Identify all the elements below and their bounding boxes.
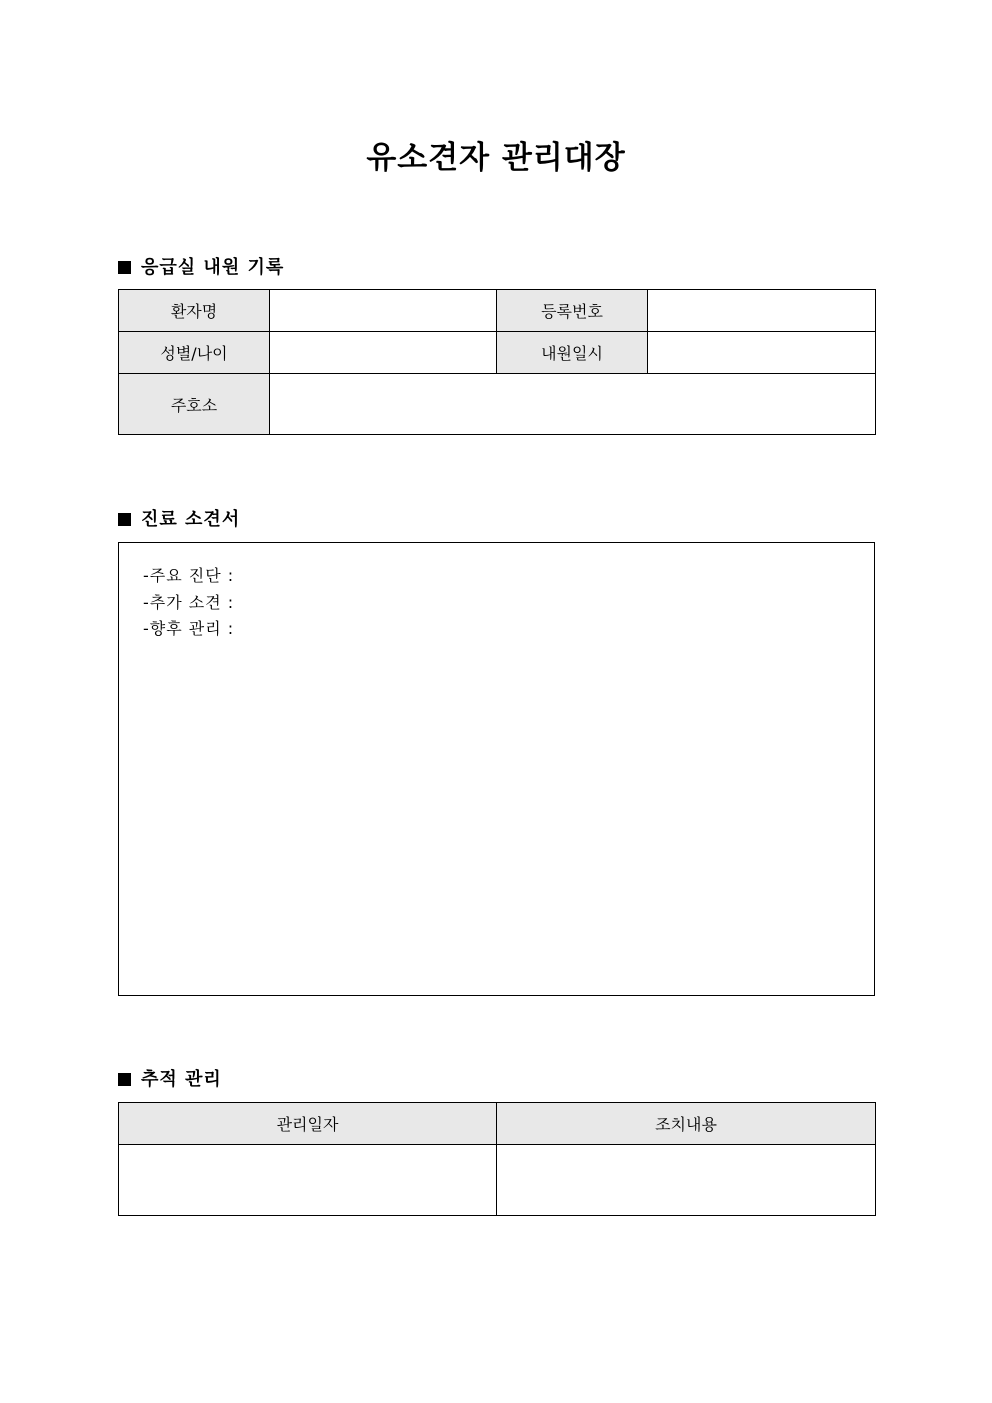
square-bullet-icon: [118, 513, 131, 526]
future-management-line: -향후 관리 :: [143, 619, 235, 638]
er-visit-table: [118, 289, 876, 435]
additional-finding-line: -추가 소견 :: [143, 592, 235, 612]
visit-datetime-field[interactable]: [648, 332, 876, 374]
document-title: 유소견자 관리대장: [366, 140, 626, 176]
address-field[interactable]: [270, 374, 876, 435]
address-label: 주호소: [119, 374, 270, 435]
section-heading-text: 진료 소견서: [141, 509, 241, 530]
sex-age-field[interactable]: [270, 332, 497, 374]
table-row: [119, 1145, 876, 1216]
section-heading-tracking: [118, 1065, 222, 1091]
column-header-management-date: 관리일자: [119, 1103, 497, 1145]
table-header-row: [119, 1103, 876, 1145]
main-diagnosis-line: -주요 진단 :: [143, 566, 235, 585]
square-bullet-icon: [118, 261, 131, 274]
column-header-action-taken: 조치내용: [497, 1103, 876, 1145]
section-heading-text: 응급실 내원 기록: [141, 257, 285, 278]
patient-name-label: 환자명: [119, 290, 270, 332]
table-row: [119, 290, 876, 332]
registration-number-label: 등록번호: [497, 290, 648, 332]
table-row: [119, 332, 876, 374]
management-date-cell[interactable]: [119, 1145, 497, 1216]
registration-number-field[interactable]: [648, 290, 876, 332]
section-heading-er-visit: [118, 253, 284, 279]
sex-age-label: 성별/나이: [119, 332, 270, 374]
medical-finding-box[interactable]: [118, 542, 875, 996]
action-taken-cell[interactable]: [497, 1145, 876, 1216]
visit-datetime-label: 내원일시: [497, 332, 648, 374]
patient-name-field[interactable]: [270, 290, 497, 332]
square-bullet-icon: [118, 1073, 131, 1086]
section-heading-medical-finding: [118, 505, 240, 531]
tracking-table: [118, 1102, 876, 1216]
table-row: [119, 374, 876, 435]
section-heading-text: 추적 관리: [141, 1069, 222, 1090]
finding-lines: [143, 563, 234, 643]
